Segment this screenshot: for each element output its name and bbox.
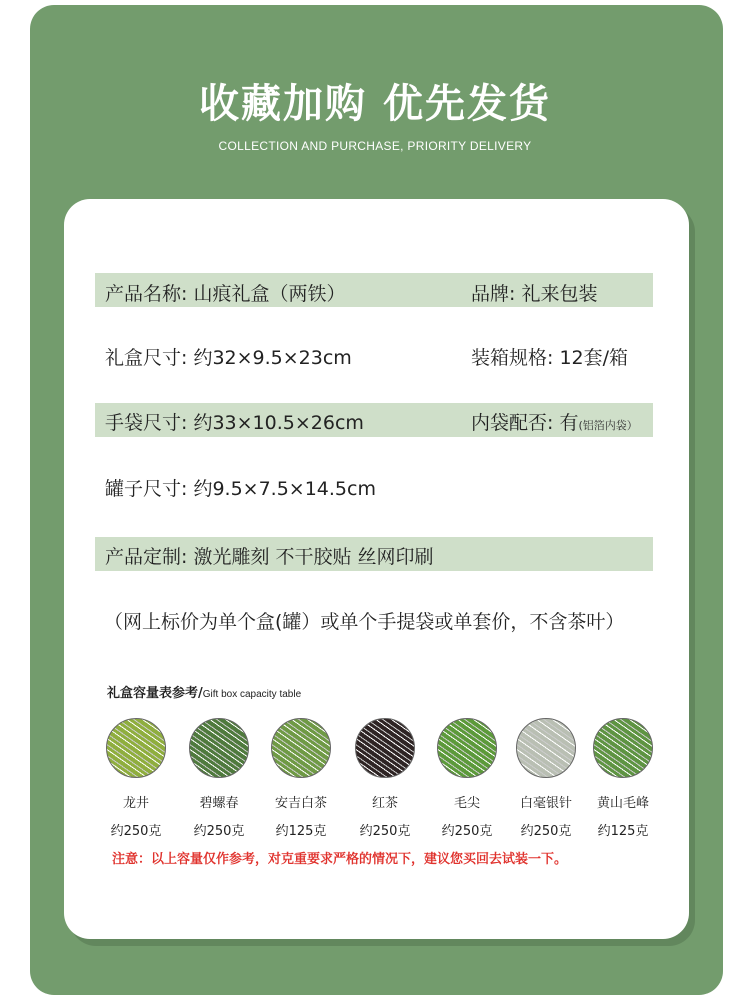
tea-leaf-image bbox=[516, 718, 576, 778]
inner-bag-label: 内袋配否: 有 bbox=[471, 412, 579, 434]
tea-leaf-image bbox=[593, 718, 653, 778]
tea-name: 红茶 bbox=[371, 796, 398, 811]
tea-name: 黄山毛峰 bbox=[596, 796, 649, 811]
tea-name: 安吉白茶 bbox=[274, 796, 327, 811]
tea-leaf-image bbox=[106, 718, 166, 778]
capacity-warning: 注意：以上容量仅作参考，对克重要求严格的情况下，建议您买回去试装一下。 bbox=[112, 852, 568, 867]
tea-leaf-image bbox=[189, 718, 249, 778]
can-size: 罐子尺寸: 约9.5×7.5×14.5cm bbox=[105, 478, 376, 500]
tea-item bbox=[179, 718, 259, 839]
tea-item bbox=[583, 718, 663, 839]
carton-spec: 装箱规格: 12套/箱 bbox=[471, 347, 629, 369]
box-size: 礼盒尺寸: 约32×9.5×23cm bbox=[105, 347, 352, 369]
tea-weight: 约125克 bbox=[275, 824, 327, 839]
brand: 品牌: 礼来包装 bbox=[471, 283, 598, 305]
capacity-table-title-en: Gift box capacity table bbox=[202, 689, 302, 700]
customization: 产品定制: 激光雕刻 不干胶贴 丝网印刷 bbox=[105, 546, 434, 568]
tea-item bbox=[345, 718, 425, 839]
tea-weight: 约250克 bbox=[359, 824, 411, 839]
tea-leaf-image bbox=[437, 718, 497, 778]
capacity-table-title-zh: 礼盒容量表参考/ bbox=[107, 686, 203, 701]
tea-name: 碧螺春 bbox=[199, 796, 239, 811]
page-subtitle: COLLECTION AND PURCHASE, PRIORITY DELIVERY bbox=[218, 139, 532, 153]
tea-item bbox=[506, 718, 586, 839]
tea-leaf-image bbox=[271, 718, 331, 778]
tea-name: 白毫银针 bbox=[519, 796, 572, 811]
tea-name: 龙井 bbox=[122, 796, 149, 811]
capacity-table-title bbox=[107, 682, 301, 701]
inner-bag-note: (铝箔内袋） bbox=[578, 419, 638, 432]
tea-item bbox=[96, 718, 176, 839]
tea-item bbox=[427, 718, 507, 839]
tea-name: 毛尖 bbox=[453, 796, 480, 811]
price-note: （网上标价为单个盒(罐）或单个手提袋或单套价，不含茶叶） bbox=[104, 611, 625, 633]
bag-size: 手袋尺寸: 约33×10.5×26cm bbox=[105, 412, 364, 434]
tea-weight: 约250克 bbox=[520, 824, 572, 839]
product-name: 产品名称: 山痕礼盒（两铁） bbox=[105, 283, 346, 305]
page-title: 收藏加购 优先发货 bbox=[199, 81, 551, 127]
tea-leaf-image bbox=[355, 718, 415, 778]
tea-weight: 约250克 bbox=[193, 824, 245, 839]
inner-bag bbox=[471, 408, 638, 435]
tea-weight: 约250克 bbox=[441, 824, 493, 839]
tea-item bbox=[261, 718, 341, 839]
tea-weight: 约250克 bbox=[110, 824, 162, 839]
tea-weight: 约125克 bbox=[597, 824, 649, 839]
